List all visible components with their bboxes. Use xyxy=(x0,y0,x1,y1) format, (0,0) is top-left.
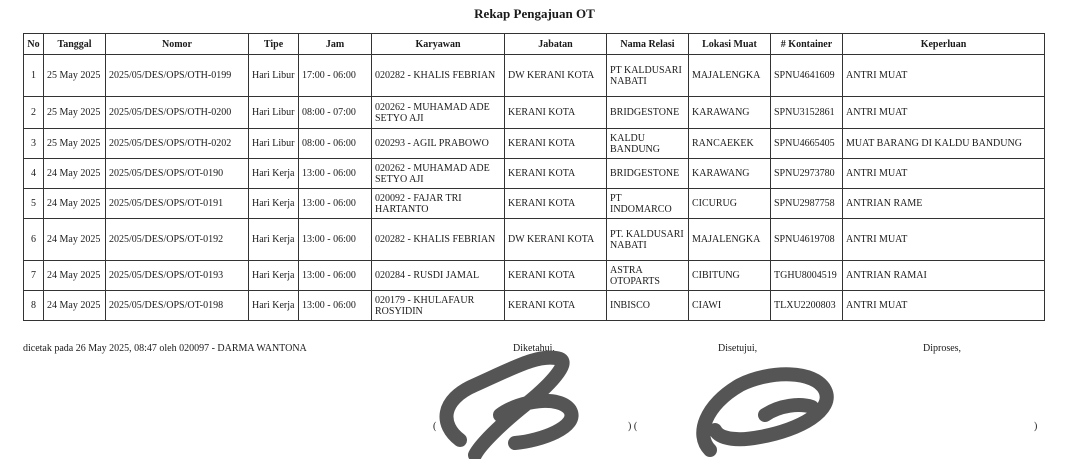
cell-jam: 13:00 - 06:00 xyxy=(299,219,372,261)
cell-nomor: 2025/05/DES/OPS/OTH-0199 xyxy=(106,55,249,97)
cell-keperluan: ANTRI MUAT xyxy=(843,291,1045,321)
cell-lokasi-muat: MAJALENGKA xyxy=(689,219,771,261)
table-row xyxy=(24,189,1045,219)
cell-nomor: 2025/05/DES/OPS/OT-0198 xyxy=(106,291,249,321)
table-row xyxy=(24,291,1045,321)
cell-tipe: Hari Kerja xyxy=(249,261,299,291)
cell-tanggal: 25 May 2025 xyxy=(44,55,106,97)
cell-tipe: Hari Libur xyxy=(249,55,299,97)
cell-tipe: Hari Libur xyxy=(249,97,299,129)
signature-paren-open: ( xyxy=(433,421,437,432)
col-header-nomor: Nomor xyxy=(106,34,249,55)
cell-no: 8 xyxy=(24,291,44,321)
cell-jam: 13:00 - 06:00 xyxy=(299,261,372,291)
cell-jabatan: KERANI KOTA xyxy=(505,97,607,129)
cell-jam: 17:00 - 06:00 xyxy=(299,55,372,97)
cell-jabatan: KERANI KOTA xyxy=(505,189,607,219)
cell-jam: 13:00 - 06:00 xyxy=(299,291,372,321)
cell-keperluan: ANTRI MUAT xyxy=(843,159,1045,189)
col-header-tanggal: Tanggal xyxy=(44,34,106,55)
cell-kontainer: SPNU3152861 xyxy=(771,97,843,129)
cell-nomor: 2025/05/DES/OPS/OTH-0200 xyxy=(106,97,249,129)
col-header-jabatan: Jabatan xyxy=(505,34,607,55)
cell-keperluan: MUAT BARANG DI KALDU BANDUNG xyxy=(843,129,1045,159)
cell-jabatan: KERANI KOTA xyxy=(505,291,607,321)
cell-keperluan: ANTRI MUAT xyxy=(843,97,1045,129)
cell-karyawan: 020179 - KHULAFAUR ROSYIDIN xyxy=(372,291,505,321)
col-header-jam: Jam xyxy=(299,34,372,55)
cell-nomor: 2025/05/DES/OPS/OT-0192 xyxy=(106,219,249,261)
cell-nama-relasi: PT KALDUSARI NABATI xyxy=(607,55,689,97)
cell-tanggal: 24 May 2025 xyxy=(44,291,106,321)
cell-keperluan: ANTRI MUAT xyxy=(843,55,1045,97)
cell-karyawan: 020262 - MUHAMAD ADE SETYO AJI xyxy=(372,97,505,129)
printed-by-note: dicetak pada 26 May 2025, 08:47 oleh 020097 - DARMA WANTONA xyxy=(23,343,307,354)
cell-tipe: Hari Kerja xyxy=(249,159,299,189)
cell-nama-relasi: KALDU BANDUNG xyxy=(607,129,689,159)
col-header-no: No xyxy=(24,34,44,55)
signature-paren-close: ) xyxy=(1034,421,1038,432)
cell-karyawan: 020282 - KHALIS FEBRIAN xyxy=(372,55,505,97)
cell-tanggal: 24 May 2025 xyxy=(44,189,106,219)
acknowledged-label: Diketahui, xyxy=(513,343,555,354)
cell-jabatan: DW KERANI KOTA xyxy=(505,55,607,97)
cell-tipe: Hari Kerja xyxy=(249,291,299,321)
cell-jabatan: DW KERANI KOTA xyxy=(505,219,607,261)
cell-kontainer: SPNU4665405 xyxy=(771,129,843,159)
col-header-lokasi-muat: Lokasi Muat xyxy=(689,34,771,55)
cell-karyawan: 020092 - FAJAR TRI HARTANTO xyxy=(372,189,505,219)
cell-jabatan: KERANI KOTA xyxy=(505,261,607,291)
cell-nama-relasi: BRIDGESTONE xyxy=(607,97,689,129)
ot-table xyxy=(23,33,1045,321)
col-header-tipe: Tipe xyxy=(249,34,299,55)
cell-kontainer: SPNU4641609 xyxy=(771,55,843,97)
cell-keperluan: ANTRI MUAT xyxy=(843,219,1045,261)
cell-tanggal: 25 May 2025 xyxy=(44,129,106,159)
table-row xyxy=(24,129,1045,159)
cell-lokasi-muat: CIBITUNG xyxy=(689,261,771,291)
cell-nama-relasi: PT INDOMARCO xyxy=(607,189,689,219)
cell-karyawan: 020262 - MUHAMAD ADE SETYO AJI xyxy=(372,159,505,189)
cell-jam: 13:00 - 06:00 xyxy=(299,159,372,189)
cell-lokasi-muat: CIAWI xyxy=(689,291,771,321)
cell-kontainer: TGHU8004519 xyxy=(771,261,843,291)
cell-kontainer: SPNU2973780 xyxy=(771,159,843,189)
cell-lokasi-muat: CICURUG xyxy=(689,189,771,219)
cell-lokasi-muat: RANCAEKEK xyxy=(689,129,771,159)
cell-tipe: Hari Kerja xyxy=(249,189,299,219)
cell-nomor: 2025/05/DES/OPS/OTH-0202 xyxy=(106,129,249,159)
col-header-karyawan: Karyawan xyxy=(372,34,505,55)
table-row xyxy=(24,219,1045,261)
cell-nama-relasi: BRIDGESTONE xyxy=(607,159,689,189)
processed-label: Diproses, xyxy=(923,343,962,354)
cell-no: 2 xyxy=(24,97,44,129)
cell-no: 4 xyxy=(24,159,44,189)
table-row xyxy=(24,55,1045,97)
approved-label: Disetujui, xyxy=(718,343,758,354)
cell-keperluan: ANTRIAN RAME xyxy=(843,189,1045,219)
col-header-nama-relasi: Nama Relasi xyxy=(607,34,689,55)
cell-lokasi-muat: KARAWANG xyxy=(689,159,771,189)
cell-no: 5 xyxy=(24,189,44,219)
cell-tipe: Hari Libur xyxy=(249,129,299,159)
handwritten-signature xyxy=(420,345,850,459)
cell-nomor: 2025/05/DES/OPS/OT-0190 xyxy=(106,159,249,189)
table-row xyxy=(24,97,1045,129)
cell-jam: 08:00 - 07:00 xyxy=(299,97,372,129)
cell-karyawan: 020284 - RUSDI JAMAL xyxy=(372,261,505,291)
cell-tanggal: 24 May 2025 xyxy=(44,159,106,189)
cell-kontainer: TLXU2200803 xyxy=(771,291,843,321)
cell-no: 7 xyxy=(24,261,44,291)
cell-jam: 08:00 - 06:00 xyxy=(299,129,372,159)
cell-no: 6 xyxy=(24,219,44,261)
cell-karyawan: 020282 - KHALIS FEBRIAN xyxy=(372,219,505,261)
report-title: Rekap Pengajuan OT xyxy=(474,6,595,21)
cell-jabatan: KERANI KOTA xyxy=(505,129,607,159)
cell-no: 3 xyxy=(24,129,44,159)
col-header-kontainer: # Kontainer xyxy=(771,34,843,55)
cell-tipe: Hari Kerja xyxy=(249,219,299,261)
cell-karyawan: 020293 - AGIL PRABOWO xyxy=(372,129,505,159)
cell-tanggal: 24 May 2025 xyxy=(44,261,106,291)
cell-nama-relasi: ASTRA OTOPARTS xyxy=(607,261,689,291)
cell-jam: 13:00 - 06:00 xyxy=(299,189,372,219)
cell-nomor: 2025/05/DES/OPS/OT-0191 xyxy=(106,189,249,219)
cell-tanggal: 24 May 2025 xyxy=(44,219,106,261)
cell-tanggal: 25 May 2025 xyxy=(44,97,106,129)
cell-nama-relasi: INBISCO xyxy=(607,291,689,321)
table-row xyxy=(24,159,1045,189)
cell-no: 1 xyxy=(24,55,44,97)
table-row xyxy=(24,261,1045,291)
cell-kontainer: SPNU2987758 xyxy=(771,189,843,219)
cell-lokasi-muat: KARAWANG xyxy=(689,97,771,129)
cell-jabatan: KERANI KOTA xyxy=(505,159,607,189)
cell-nama-relasi: PT. KALDUSARI NABATI xyxy=(607,219,689,261)
cell-lokasi-muat: MAJALENGKA xyxy=(689,55,771,97)
cell-kontainer: SPNU4619708 xyxy=(771,219,843,261)
cell-keperluan: ANTRIAN RAMAI xyxy=(843,261,1045,291)
table-header-row xyxy=(24,34,1045,55)
col-header-keperluan: Keperluan xyxy=(843,34,1045,55)
cell-nomor: 2025/05/DES/OPS/OT-0193 xyxy=(106,261,249,291)
signature-paren-mid: ) ( xyxy=(628,421,638,432)
